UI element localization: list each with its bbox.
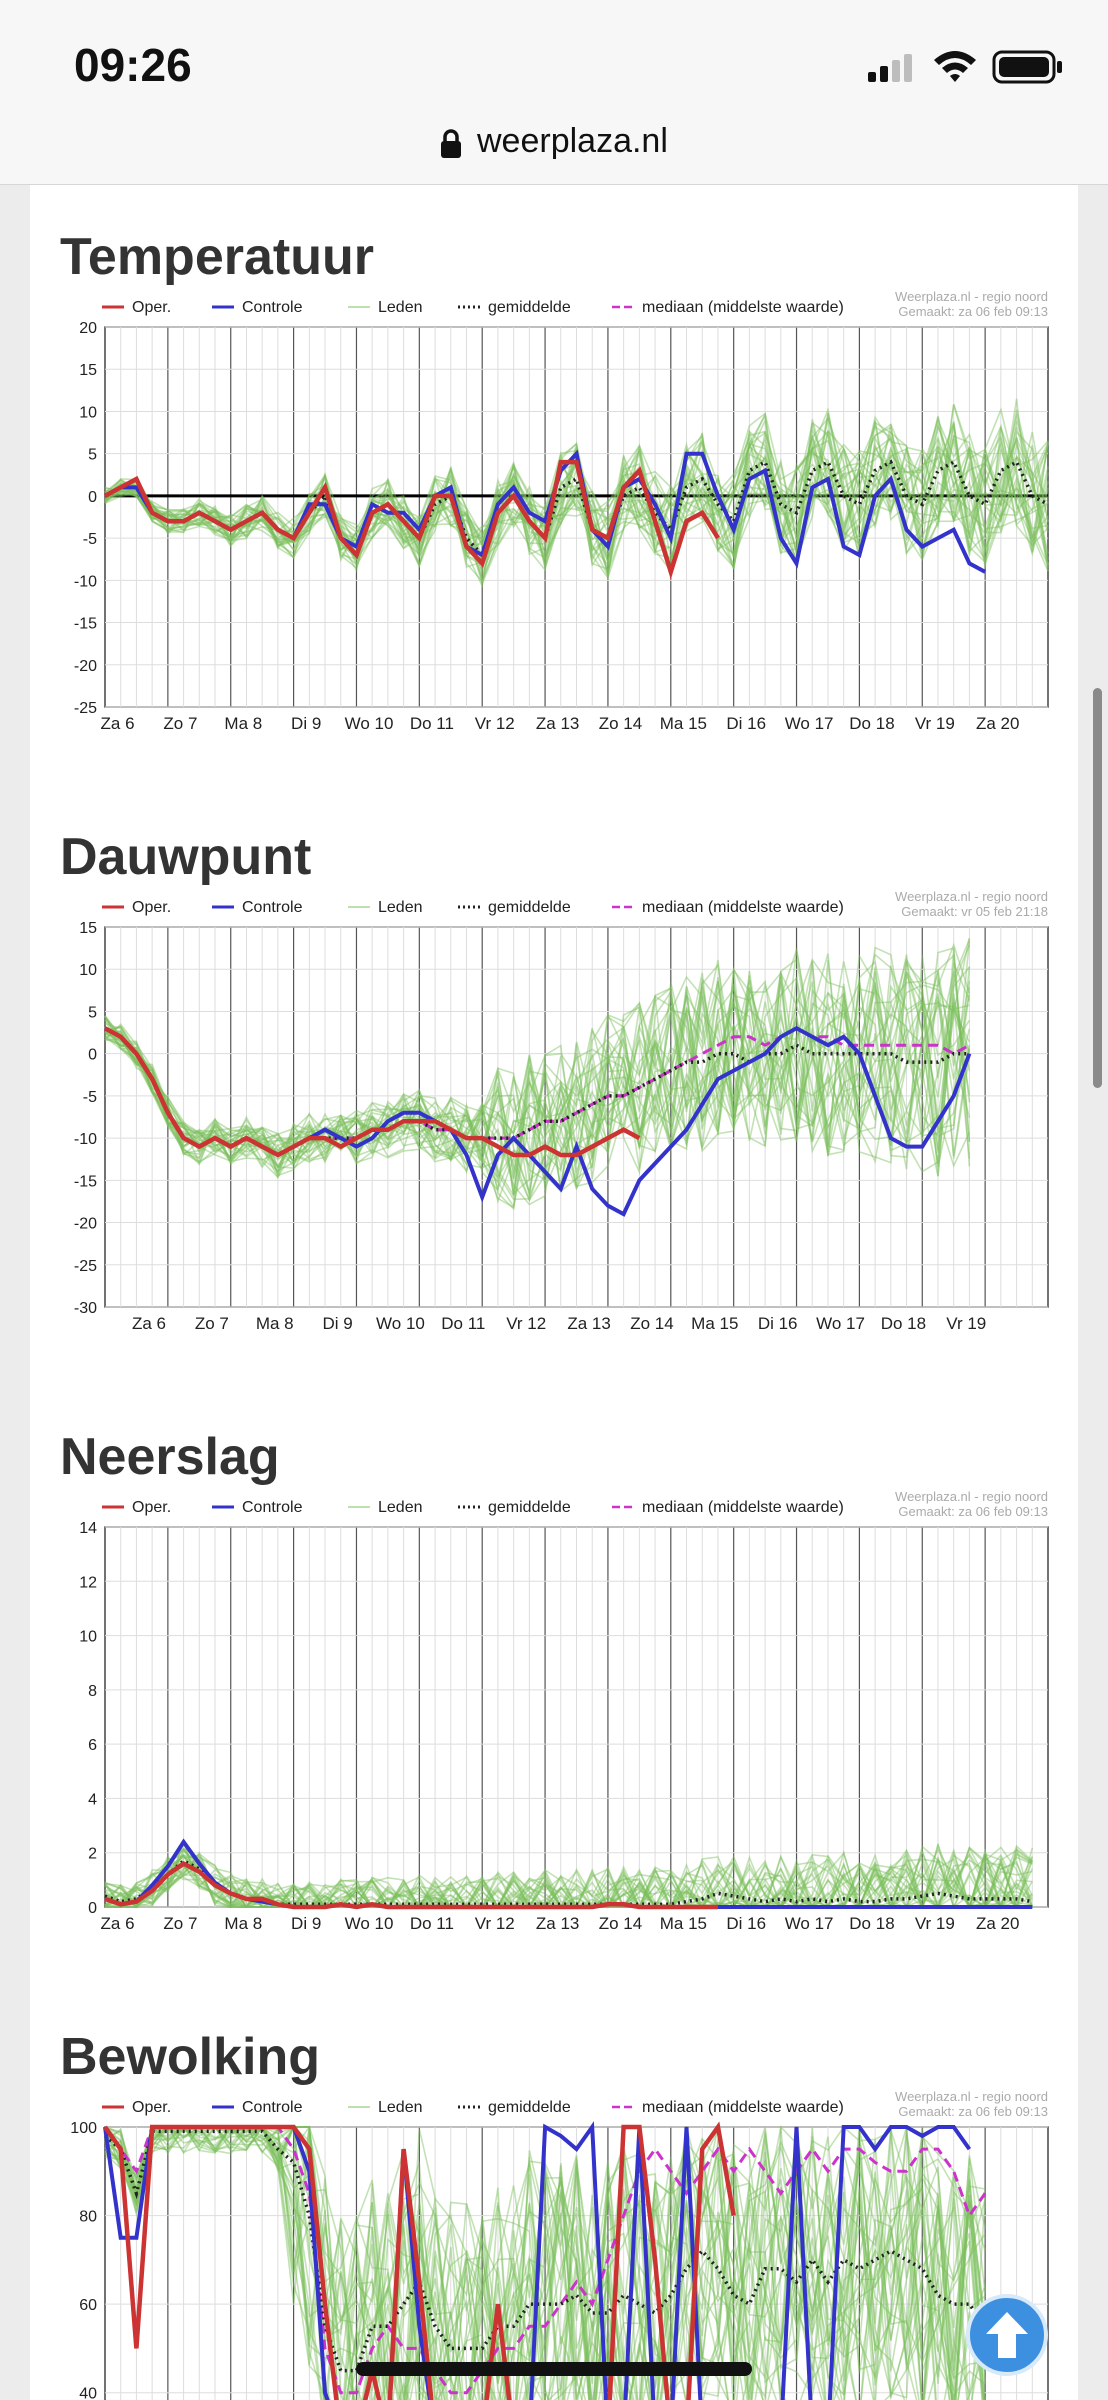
y-tick-label: 10 [79, 404, 97, 422]
x-tick-label: Wo 10 [344, 714, 394, 733]
chart-bewolking [30, 2089, 1078, 2400]
chart-dauwpunt [30, 889, 1078, 1357]
y-tick-label: -10 [73, 573, 97, 591]
chart-created: Gemaakt: za 06 feb 09:13 [898, 1504, 1048, 1519]
x-tick-label: Za 20 [975, 714, 1020, 733]
arrow-up-icon [970, 2298, 1044, 2372]
y-tick-label: 100 [70, 2120, 97, 2137]
x-tick-label: Za 13 [535, 714, 580, 733]
section-title-neerslag: Neerslag [60, 1428, 280, 1486]
y-tick-label: 15 [79, 920, 97, 937]
x-tick-label: Vr 19 [914, 714, 955, 733]
y-tick-label: -15 [73, 1173, 97, 1191]
x-tick-label: Ma 8 [255, 1314, 294, 1333]
y-tick-label: 10 [79, 1628, 97, 1646]
x-tick-label: Do 18 [849, 714, 895, 733]
y-tick-label: -5 [82, 1088, 97, 1106]
x-tick-label: Do 18 [849, 1914, 895, 1933]
legend-label-median: mediaan (middelste waarde) [642, 299, 844, 316]
x-tick-label: Zo 7 [194, 1314, 229, 1333]
page-content [30, 185, 1078, 2400]
y-tick-label: 6 [88, 1737, 97, 1755]
x-tick-label: Ma 8 [224, 714, 263, 733]
x-tick-label: Vr 12 [506, 1314, 547, 1333]
y-tick-label: 40 [79, 2385, 97, 2400]
wifi-icon [932, 48, 978, 84]
y-tick-label: -30 [73, 1300, 97, 1317]
y-tick-label: -25 [73, 1257, 97, 1275]
url-bar[interactable] [0, 112, 1108, 185]
chart-credit: Weerplaza.nl - regio noord [895, 889, 1048, 904]
y-tick-label: -20 [73, 657, 97, 675]
battery-icon [992, 50, 1064, 84]
legend-label-leden: Leden [378, 2099, 423, 2116]
chart-created: Gemaakt: za 06 feb 09:13 [898, 304, 1048, 319]
legend-label-oper: Oper. [132, 299, 172, 316]
x-tick-label: Do 11 [441, 1314, 486, 1333]
x-tick-label: Ma 15 [659, 714, 707, 733]
x-tick-label: Za 6 [100, 1914, 135, 1933]
x-tick-label: Vr 12 [474, 1914, 515, 1933]
y-tick-label: 4 [88, 1791, 97, 1809]
x-tick-label: Di 16 [757, 1314, 798, 1333]
scroll-top-button[interactable] [966, 2294, 1048, 2376]
y-tick-label: -5 [82, 531, 97, 549]
legend-label-controle: Controle [242, 899, 303, 916]
signal-icon [866, 52, 918, 84]
chart-created: Gemaakt: za 06 feb 09:13 [898, 2104, 1048, 2119]
x-tick-label: Di 16 [726, 1914, 767, 1933]
x-tick-label: Di 16 [726, 714, 767, 733]
chart-credit: Weerplaza.nl - regio noord [895, 1489, 1048, 1504]
x-tick-label: Za 6 [100, 714, 135, 733]
x-tick-label: Vr 12 [474, 714, 515, 733]
y-tick-label: 20 [79, 320, 97, 337]
url-text: weerplaza.nl [477, 122, 668, 160]
x-tick-label: Zo 7 [163, 1914, 198, 1933]
x-tick-label: Do 11 [409, 1914, 454, 1933]
legend-label-leden: Leden [378, 1499, 423, 1516]
x-tick-label: Di 9 [291, 1914, 322, 1933]
y-tick-label: 15 [79, 362, 97, 380]
legend-label-controle: Controle [242, 1499, 303, 1516]
legend-label-oper: Oper. [132, 1499, 172, 1516]
y-tick-label: -20 [73, 1215, 97, 1233]
x-tick-label: Do 18 [880, 1314, 927, 1333]
legend-label-leden: Leden [378, 899, 423, 916]
y-tick-label: 5 [88, 1004, 97, 1022]
status-bar [0, 0, 1108, 120]
legend-label-oper: Oper. [132, 2099, 172, 2116]
x-tick-label: Za 13 [535, 1914, 580, 1933]
legend-label-controle: Controle [242, 2099, 303, 2116]
x-tick-label: Wo 17 [784, 1914, 834, 1933]
y-tick-label: 5 [88, 446, 97, 464]
section-title-bewolking: Bewolking [60, 2028, 321, 2086]
x-tick-label: Di 9 [291, 714, 322, 733]
status-time: 09:26 [74, 39, 192, 91]
x-tick-label: Ma 8 [224, 1914, 263, 1933]
legend-label-median: mediaan (middelste waarde) [642, 2099, 844, 2116]
y-tick-label: 60 [79, 2297, 97, 2315]
x-tick-label: Zo 14 [630, 1314, 674, 1333]
y-tick-label: -25 [73, 700, 97, 717]
legend-label-gem: gemiddelde [488, 2099, 571, 2116]
x-tick-label: Vr 19 [946, 1314, 987, 1333]
legend-label-median: mediaan (middelste waarde) [642, 1499, 844, 1516]
y-tick-label: 12 [79, 1574, 97, 1592]
y-tick-label: 0 [88, 1046, 97, 1064]
legend-label-leden: Leden [378, 299, 423, 316]
x-tick-label: Wo 17 [784, 714, 834, 733]
y-tick-label: 2 [88, 1845, 97, 1863]
legend-label-median: mediaan (middelste waarde) [642, 899, 844, 916]
chart-created: Gemaakt: vr 05 feb 21:18 [901, 904, 1048, 919]
x-tick-label: Wo 10 [376, 1314, 425, 1333]
chart-credit: Weerplaza.nl - regio noord [895, 289, 1048, 304]
x-tick-label: Za 20 [975, 1914, 1020, 1933]
y-tick-label: -10 [73, 1131, 97, 1149]
home-indicator [356, 2362, 752, 2376]
section-title-dauwpunt: Dauwpunt [60, 828, 312, 886]
x-tick-label: Zo 14 [598, 714, 643, 733]
section-title-temperatuur: Temperatuur [60, 228, 374, 286]
lock-icon [440, 128, 462, 160]
legend-label-gem: gemiddelde [488, 299, 571, 316]
chart-temperatuur [30, 289, 1078, 757]
x-tick-label: Ma 15 [691, 1314, 739, 1333]
legend-label-controle: Controle [242, 299, 303, 316]
legend-label-oper: Oper. [132, 899, 172, 916]
scrollbar[interactable] [1093, 688, 1102, 1088]
legend-label-gem: gemiddelde [488, 1499, 571, 1516]
x-tick-label: Di 9 [322, 1314, 353, 1333]
y-tick-label: -15 [73, 615, 97, 633]
y-tick-label: 10 [79, 962, 97, 980]
chart-credit: Weerplaza.nl - regio noord [895, 2089, 1048, 2104]
x-tick-label: Wo 10 [344, 1914, 394, 1933]
y-tick-label: 0 [88, 1900, 97, 1917]
x-tick-label: Vr 19 [914, 1914, 955, 1933]
legend-label-gem: gemiddelde [488, 899, 571, 916]
y-tick-label: 0 [88, 488, 97, 506]
chart-neerslag [30, 1489, 1078, 1957]
x-tick-label: Zo 14 [598, 1914, 643, 1933]
x-tick-label: Zo 7 [163, 714, 198, 733]
y-tick-label: 14 [79, 1520, 97, 1537]
x-tick-label: Do 11 [409, 714, 454, 733]
x-tick-label: Za 6 [131, 1314, 167, 1333]
y-tick-label: 8 [88, 1682, 97, 1700]
y-tick-label: 80 [79, 2208, 97, 2226]
x-tick-label: Za 13 [567, 1314, 611, 1333]
x-tick-label: Ma 15 [659, 1914, 707, 1933]
x-tick-label: Wo 17 [816, 1314, 865, 1333]
